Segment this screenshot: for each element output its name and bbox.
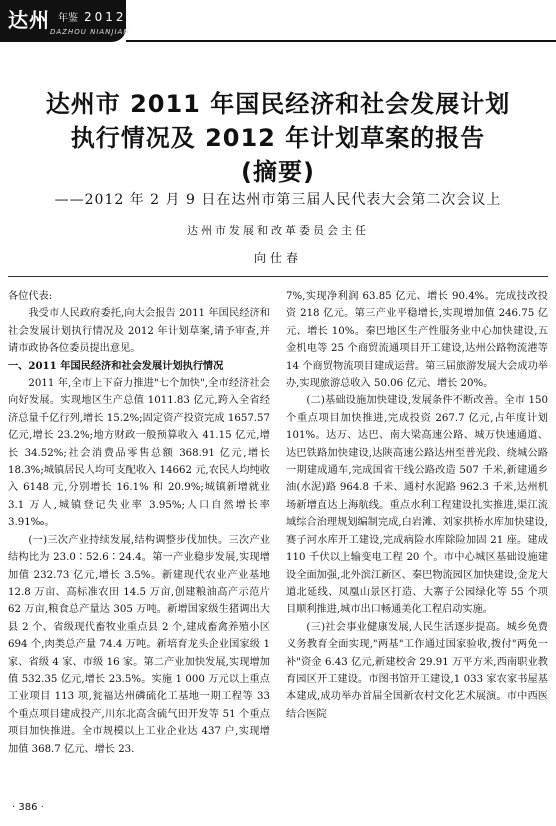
report-title-line-3: (摘要) [241,158,315,186]
author-name: 向仕春 [253,251,302,265]
salutation: 各位代表: [8,291,53,302]
body-column-left [8,288,270,758]
paragraph: (一)三次产业持续发展,结构调整步伐加快。三次产业结构比为 23.0∶52.6∶24.4。第一产业稳步发展,实现增加值 232.73 亿元,增长 3.5%。新建现代农业产业基地 12.8 万亩、高标准农田 14.5 万亩,创建粮油高产示范片 62 万亩,粮食总产量达 305 万吨。新增国家级生猪调出大县 2 个、省级现代畜牧业重点县 2 个,建成畜禽养殖小区 694 个,肉类总产量 74.4 万吨。新培育龙头企业国家级 1 家、省级 4 家、市级 16 家。第二产业加快发展,实现增加值 532.35 亿元,增长 23.5%。实施 1 000 万元以上重点工业项目 113 项,瓮福达州磷硫化工基地一期工程等 33 个重点项目建成投产,川东北高含硫气田开发等 51 个重点项目加快推进。全市规模以上工业企业达 437 户,实现增加值 368.7 亿元、增长 23. [8,534,270,755]
report-subtitle: ——2012 年 2 月 9 日在达州市第三届人民代表大会第二次会议上 [54,192,502,208]
section-heading: 一、2011 年国民经济和社会发展计划执行情况 [8,359,224,372]
author-organization: 达州市发展和改革委员会主任 [187,224,369,237]
header-year: 2012 [84,10,127,24]
paragraph: 2011 年,全市上下奋力推进"七个加快",全市经济社会向好发展。实现地区生产总值 1011.83 亿元,跨入全省经济总量千亿行列,增长 15.2%;固定资产投资完成 1657.57 亿元,增长 23.2%;地方财政一般预算收入 41.15 亿元,增长 34.52%;社会消费品零售总额 368.91 亿元,增长 18.3%;城镇居民人均可支配收入 14662 元,农民人均纯收入 6148 元,分别增长 16.1% 和 20.9%;城镇新增就业 3.1 万人,城镇登记失业率 3.95%;人口自然增长率 3.91‰。 [8,378,270,529]
body-column-right [286,288,548,723]
title-divider [8,276,548,277]
report-title-line-1: 达州市 2011 年国民经济和社会发展计划 [45,90,511,118]
paragraph: 我受市人民政府委托,向大会报告 2011 年国民经济和社会发展计划执行情况及 2012 年计划草案,请予审查,并请市政协各位委员提出意见。 [8,308,270,355]
page-number: · 386 · [12,802,44,813]
running-header [0,0,556,52]
header-brand: 达州 [8,8,50,32]
paragraph: 7%,实现净利润 63.85 亿元、增长 90.4%。完成技改投资 218 亿元。第三产业平稳增长,实现增加值 246.75 亿元、增长 10%。秦巴地区生产性服务业中心加快建设,五金机电等 25 个商贸流通项目开工建设,达州公路物流港等 14 个商贸物流项目建成运营。第三届旅游发展大会成功举办,实现旅游总收入 50.06 亿元、增长 20%。 [286,291,548,390]
paragraph: (二)基础设施加快建设,发展条件不断改善。全市 150 个重点项目加快推进,完成投资 267.7 亿元,占年度计划 101%。达万、达巴、南大梁高速公路、城万快速通道、达巴铁路加快建设,达陕高速公路达州至普光段、绕城公路一期建成通车,完成国省干线公路改造 507 千米,新建通乡油(水泥)路 964.8 千米、通村水泥路 962.3 千米,达州机场新增直达上海航线。重点水利工程建设扎实推进,渠江流域综合治理规划编制完成,白岩滩、刘家拱桥水库加快建设,赛子河水库开工建设,完成病险水库除险加固 21 座。建成 110 千伏以上输变电工程 20 个。市中心城区基础设施建设全面加强,北外滨江新区、秦巴物流园区加快建设,金龙大道北延线、凤凰山景区打造、大寨子公园绿化等 55 个项目顺利推进,城市出口畅通美化工程启动实施。 [286,395,548,616]
header-brand-en: DAZHOU NIANJIAN [50,28,130,36]
header-brand-sub: 年鉴 [58,13,78,24]
paragraph: (三)社会事业健康发展,人民生活逐步提高。城乡免费义务教育全面实现,"两基"工作通过国家验收,拨付"两免一补"资金 6.43 亿元,新建校舍 29.91 万平方米,西南职业教育园区开工建设。市图书馆开工建设,1 033 家农家书屋基本建成,成功举办首届全国新农村文化艺术展演。市中西医结合医院 [286,621,548,720]
header-rule [126,40,556,42]
report-title-line-2: 执行情况及 2012 年计划草案的报告 [70,124,486,152]
